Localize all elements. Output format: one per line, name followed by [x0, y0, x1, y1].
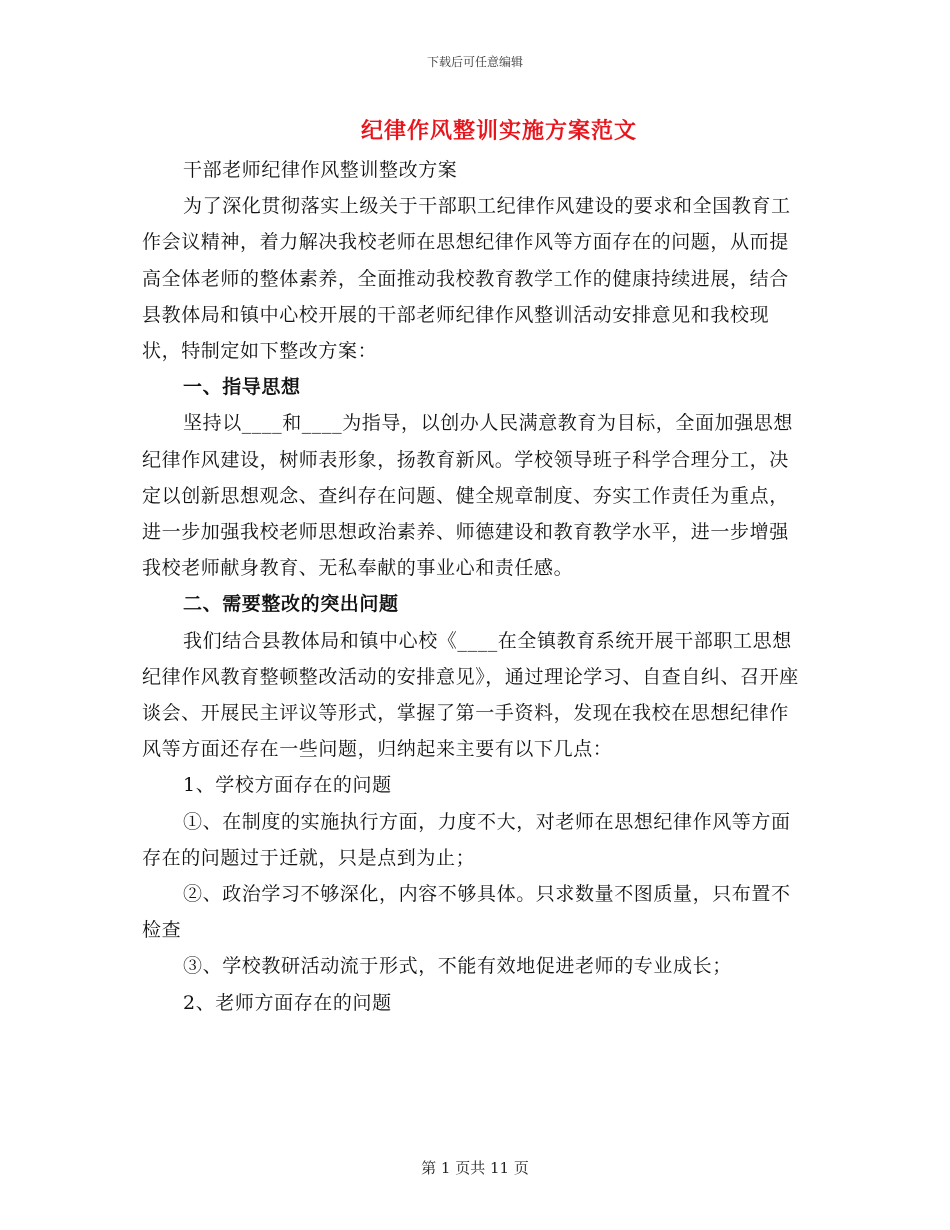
section-heading-problems: 二、需要整改的突出问题	[183, 593, 399, 616]
problems-paragraph: 我们结合县教体局和镇中心校《____在全镇教育系统开展干部职工思想纪律作风教育整顿整改活动的安排意见》，通过理论学习、自查自纠、召开座谈会、开展民主评议等形式，掌握了第一手资料，发现在我校在思想纪律作风等方面还存在一些问题，归纳起来主要有以下几点：	[142, 629, 799, 761]
document-body	[142, 152, 802, 1021]
page-number: 第 1 页共 11 页	[421, 1159, 529, 1177]
list-item: ②、政治学习不够深化，内容不够具体。只求数量不图质量，只布置不检查	[142, 883, 791, 942]
list-item: ①、在制度的实施执行方面，力度不大，对老师在思想纪律作风等方面存在的问题过于迁就，只是点到为止；	[142, 810, 791, 869]
document-title: 纪律作风整训实施方案范文	[360, 118, 637, 144]
intro-paragraph: 为了深化贯彻落实上级关于干部职工纪律作风建设的要求和全国教育工作会议精神，着力解决我校老师在思想纪律作风等方面存在的问题，从而提高全体老师的整体素养，全面推动我校教育教学工作的健康持续进展，结合县教体局和镇中心校开展的干部老师纪律作风整训活动安排意见和我校现状，特制定如下整改方案：	[142, 195, 791, 363]
subheading-school-problems: 1、学校方面存在的问题	[183, 774, 392, 797]
section-heading-guiding-thought: 一、指导思想	[183, 376, 301, 399]
guiding-thought-paragraph: 坚持以____和____为指导，以创办人民满意教育为目标，全面加强思想纪律作风建设，树师表形象，扬教育新风。学校领导班子科学合理分工，决定以创新思想观念、查纠存在问题、健全规章制度、夯实工作责任为重点，进一步加强我校老师思想政治素养、师德建设和教育教学水平，进一步增强我校老师献身教育、无私奉献的事业心和责任感。	[142, 412, 794, 580]
header-note: 下载后可任意编辑	[426, 55, 523, 69]
subtitle-paragraph: 干部老师纪律作风整训整改方案	[183, 159, 458, 181]
subheading-teacher-problems: 2、老师方面存在的问题	[183, 991, 392, 1014]
list-item: ③、学校教研活动流于形式，不能有效地促进老师的专业成长；	[183, 955, 732, 978]
